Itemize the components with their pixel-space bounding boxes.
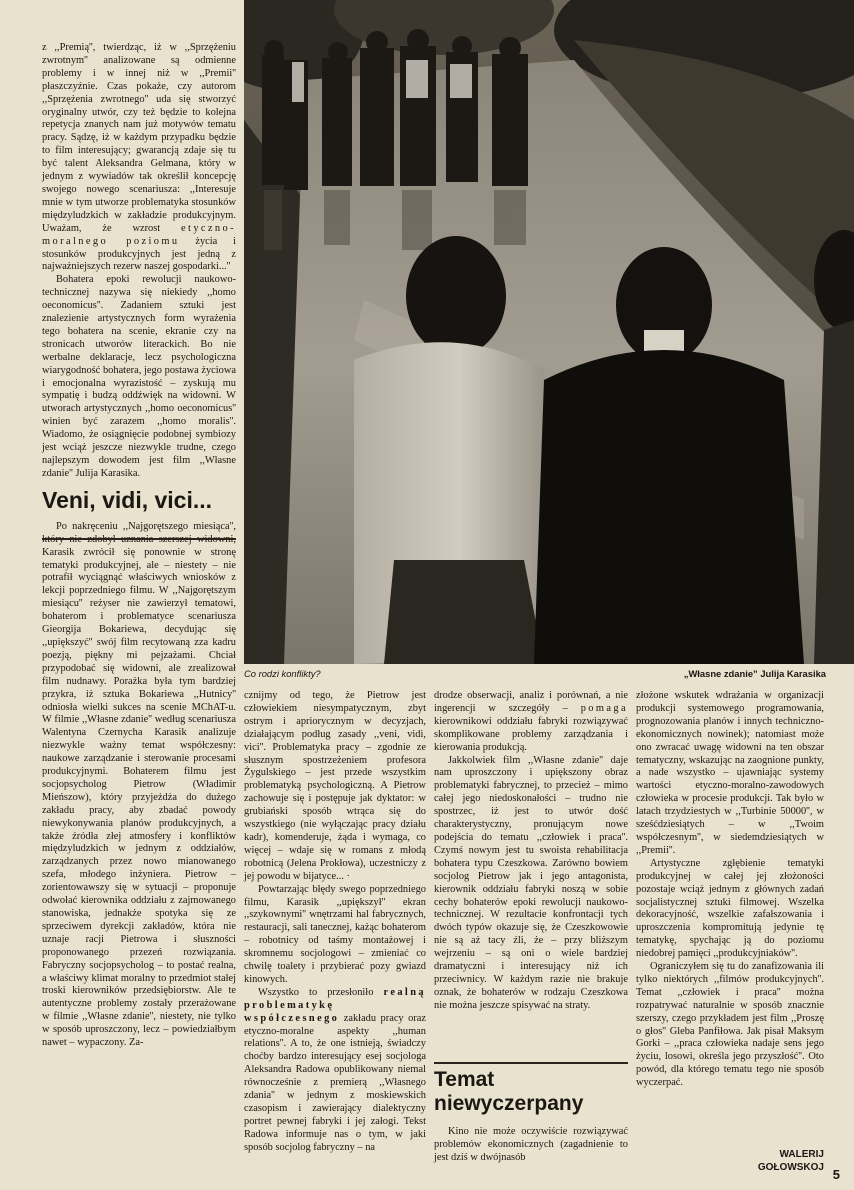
col1-intro-text-b: życia i stosunków produkcyjnych jest jedną z najważniejszych rezerw naszej gospodarki...''	[42, 235, 236, 273]
col2-p3-before: Wszystko to przesłoniło	[258, 986, 374, 998]
col2-p2: Powtarzając błędy swego poprzedniego filmu, Karasik ,,upiększył'' ekran ,,szykownymi'' wnętrzami hal fabrycznych, restauracji, sali tanecznej, każąc bohaterom – robotnicy od taśmy montażowej i skromnemu socjologowi – zmieniać co chwilę toalety i przybierać pozy gwiazd kinowych.	[244, 883, 426, 985]
col3-p3: Kino nie może oczywiście rozwiązywać problemów ekonomicznych (zagadnienie to jest dziś w dwójnasób	[434, 1126, 628, 1163]
column-2	[244, 690, 426, 1155]
col1-intro	[42, 42, 236, 274]
col2-p3	[244, 987, 426, 1155]
column-1	[42, 42, 236, 1050]
col2-p3-spaced: realną problematykę współczesnego	[244, 986, 426, 1024]
section-heading-temat-line1: Temat	[434, 1068, 495, 1091]
author-last-name: GOŁOWSKOJ	[757, 1162, 824, 1173]
column-4	[636, 690, 824, 1090]
section-heading-veni: Veni, vidi, vici...	[42, 486, 213, 513]
col3-p1-after: kierownikowi oddziału fabryki rozwiązywać skomplikowane problemy zarządzania i kierowania produkcją.	[434, 715, 628, 753]
author-first-name: WALERIJ	[779, 1149, 824, 1160]
col1-para3: Po nakręceniu ,,Najgorętszego miesiąca'', Karasik zwrócił się ponownie w stronę tematyki produkcyjnej, ale – niestety – nie potrafił wyciągnąć właściwych wniosków z lekcji poprzedniego filmu. W ,,Najgorętszym miesiącu'' reżyser nie zawierzył tematowi, bohaterom i problematyce scenariusza Gieorgija Bokariewa, decydując się ,,upiększyć'' swój film recytowaną zza kadru poezją, piękny mi pejzażami. Chciał przypodobać się widowni, ale zrealizował film nudnawy. Porażka była tym bardziej przykra, iż sztuka Bokariewa ,,Hutnicy'' odniosła wielki sukces na scenie MChAT-u. W filmie ,,Własne zdanie'' według scenariusza Walentyna Czernycha Karasik analizuje niezwykle ważny temat współczesny: naukowe zarządzanie i sterowanie procesami produkcyjnymi. Bohaterem filmu jest socjopsycholog Pietrow (Władimir Mieńszow), który przyjeżdża do dużego zakładu pracy, aby zbadać powody niewykonywania planów produkcyjnych, a także źródła złej atmosfery i konfliktów międzyludzkich w jednym z oddziałów, zarządzanych przez nowo mianowanego szefa, młodego inżyniera. Pietrow – zorientowawszy się w sytuacji – proponuje odwołać kierownika oddziału z zajmowanego stanowiska, jednakże spotyka się ze sprzeciwem dyrekcji zakładów, która nie uznaje racji Pietrowa i słuszności proponowanego przezeń rozwiązania. Fabryczny socjopsycholog – to postać realna, a właściwy klimat moralny to przedmiot stałej troski kierowników przedsiębiorstw. Ale te autentyczne problemy zostały przerażowane w filmie ,,Własne zdanie'', niestety, nie tylko w sposób uproszczony, lecz – powiedziałbym nawet – wypaczony. Za-	[42, 520, 236, 1049]
column-3	[434, 690, 628, 1013]
col3-p2: Jakkolwiek film ,,Własne zdanie'' daje nam uproszczony i upiększony obraz problematyki fabrycznej, to przecież – mimo całej jego niedoskonałości – trudno nie spostrzec, iż jest to utwór dość charakterystyczny, pronującym nowe podejścia do tematu ,,człowiek i praca''. Czymś nowym jest tu swoista rehabilitacja bohatera typu Czeszkowa. Zarówno bowiem socjolog Pietrow jak i jego antagonista, kierownik oddziału fabryki noszą w sobie cechy bohaterów epoki rewolucji naukowo-technicznej. W rezultacie konfrontacji tych dwóch typów okazuje się, że Czeszkowowie nie są aż tacy źli, że – przy bliższym wejrzeniu – są oni o wiele bardziej dramatyczni i interesujący niż ich przeciwnicy. W każdym razie nie brakuje oznak, że bohaterów w rodzaju Czeszkowa nie można jeszcze spisywać na straty.	[434, 754, 628, 1011]
film-still-photo	[244, 0, 854, 664]
col4-p2: Artystyczne zgłębienie tematyki produkcyjnej w całej jej złożoności pozostaje wciąż jednym z głównych zadań socjalistycznej sztuki filmowej. Wszelka dekoracyjność, wszelkie zafałszowania i uproszczenia kompromitują jedynie tę tematykę, spychając ją do poziomu niedobrej pamięci ,,produkcyjniaków''.	[636, 857, 824, 960]
col1-intro-text-a: z ,,Premią'', twierdząc, iż w ,,Sprzężeniu zwrotnym'' analizowane są odmienne problemy i w innej niż w ,,Premii'' płaszczyźnie. Czas pokaże, czy autorom ,,Sprzężenia zwrotnego'' uda się stworzyć oryginalny utwór, czy też będzie to kolejna repetycja znanych nam już motywów tematu pracy. Sądzę, iż w każdym przypadku będzie to film interesujący; gwarancją zdaje się tu być talent Aleksandra Gelmana, który w jednym z wywiadów tak określił koncepcję swojego nowego scenariusza: ,,Interesuje mnie w tym utworze problematyka stosunków międzyludzkich w zakładzie produkcyjnym. Uważam, że wzrost	[42, 42, 236, 234]
page-number: 5	[832, 1167, 840, 1182]
col3-heading-rule-top	[434, 1062, 628, 1064]
section-heading-temat	[434, 1068, 628, 1116]
column-3-bottom	[434, 1126, 628, 1165]
col4-p1: złożone wskutek wdrażania w organizacji produkcji systemowego programowania, prognozowania planów i innych techniczno-ekonomicznych nowinek); natomiast może ono zwracać uwagę widowni na ten obszar tematyczny, wskazując na zaognione punkty, a nade wszystko – ujawniając systemy wartości etyczno-moralno-zawodowych człowieka w procesie produkcji. Tak było w latach trzydziestych w ,,Turbinie 50000'', w sześćdziesiątych – w ,,Twoim współczesnym'', w siedemdziesiątych w ,,Premii''.	[636, 690, 824, 856]
col4-p3: Ograniczyłem się tu do zanafizowania ili tylko niektórych ,,filmów produkcyjnych''. Temat ,,człowiek i praca'' można rozpatrywać naturalnie w sposób znacznie szerszy, czego przykładem jest film ,,Proszę o głos'' Gleba Panfiłowa. Jak pisał Maksym Gorki – ,,praca człowieka nadaje sens jego życiu, losowi, określa jego przyszłość''. Oto powód, dla którego tematu tego nie sposób wyczerpać.	[636, 961, 824, 1089]
col3-p1-before: drodze obserwacji, analiz i porównań, a nie ingerencji w szczegóły –	[434, 690, 628, 714]
col1-spaced-phrase: etyczno-moralnego poziomu	[42, 222, 236, 247]
col1-heading-rule	[42, 538, 236, 540]
author-signature	[700, 1148, 824, 1174]
col3-p1	[434, 690, 628, 755]
col2-p3-after: zakładu pracy oraz etyczno-moralne aspekty ,,human relations''. A to, że one istnieją, świadczy choćby bardzo interesujący esej socjologa Aleksandra Radowa opublikowany niemal równocześnie z premierą ,,Własnego zdania'' w jednym z moskiewskich czasopism i zawierający dialektyczny portret pewnej fabryki i jej załogi. Tekst Radowa informuje nas o tym, w jaki sposób socjolog fabryczny – na	[244, 1012, 426, 1153]
col1-para2: Bohatera epoki rewolucji naukowo-technicznej nazywa się niekiedy ,,homo oeconomicus''. Zadaniem sztuki jest znalezienie artystycznych form wyrażenia tego bohatera na scenie, ekranie czy na stronicach utworów literackich. Bo nie werbalne deklaracje, lecz psychologiczna wiarygodność bohatera, jego postawa życiowa i emocjonalna wyrazistość – zyskują mu sympatię i budzą oddźwięk na widowni. W utworach artystycznych ,,homo oeconomicus'' winien być zarazem ,,homo moralis''. Wiadomo, że osiągnięcie podobnej symbiozy jest wciąż jeszcze niezwykle trudne, czego najlepszym dowodem jest film ,,Własne zdanie'' Julija Karasika.	[42, 274, 236, 479]
photo-illustration	[244, 0, 854, 664]
col3-p1-spaced: pomaga	[580, 702, 628, 714]
col2-p1: cznijmy od tego, że Pietrow jest człowiekiem niesympatycznym, zbyt ostrym i apriorycznym w decyzjach, działającym podług zasady ,,veni, vidi, vici''. Problematyka pracy – zgodnie ze słusznym spostrzeżeniem profesora Żygulskiego – jest przede wszystkim problematyką psychologiczną. A Pietrow zachowuje się i postępuje jak dyktator: w grubiański sposób wtrąca się do wszystkiego (nie wyłączając pracy działu kadr), komenderuje, żąda i wymaga, co więcej – wdaje się w romans z młodą robotnicą (Jelena Prokłowa), uczestniczy z jej powodu w bijatyce... ·	[244, 690, 426, 882]
photo-caption-left: Co rodzi konflikty?	[244, 668, 321, 679]
section-heading-temat-line2: niewyczerpany	[434, 1092, 584, 1115]
photo-caption-right: „Własne zdanie” Julija Karasika	[683, 668, 826, 679]
